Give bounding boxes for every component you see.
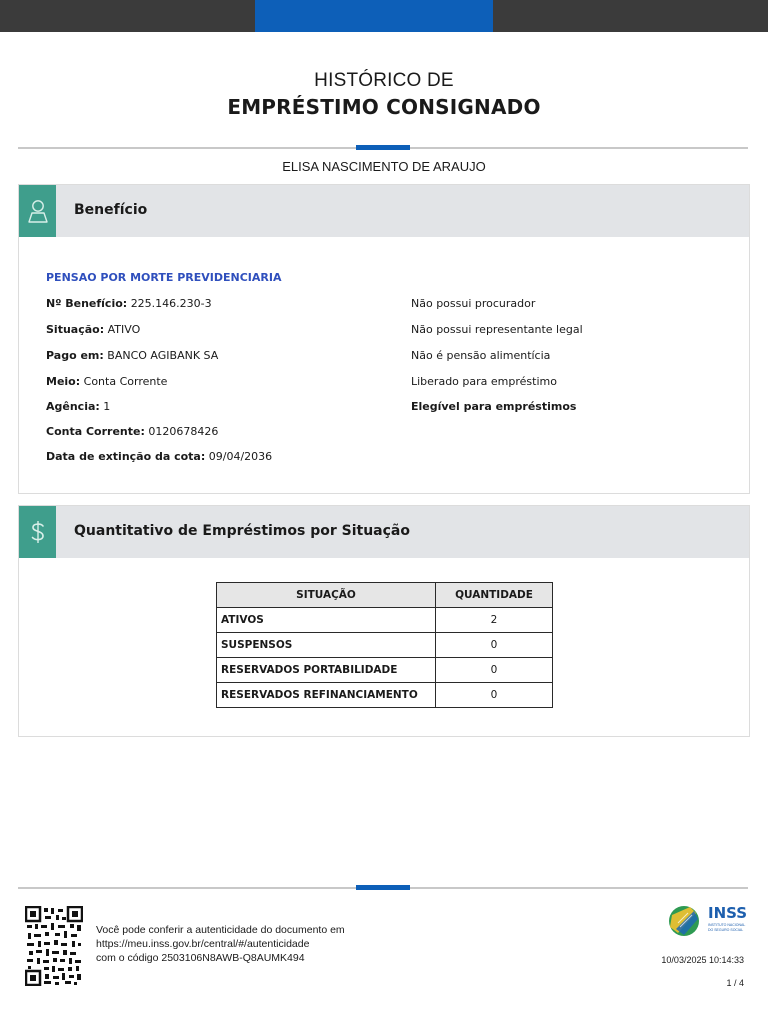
note-legal-rep: Não possui representante legal — [411, 323, 583, 336]
quantitative-card — [18, 505, 750, 737]
situation-cell: SUSPENSOS — [217, 633, 436, 658]
table-row — [217, 658, 553, 683]
quantity-cell: 0 — [436, 683, 553, 708]
situation-cell: RESERVADOS PORTABILIDADE — [217, 658, 436, 683]
table-row — [217, 683, 553, 708]
situation-cell: RESERVADOS REFINANCIAMENTO — [217, 683, 436, 708]
benefit-type: PENSAO POR MORTE PREVIDENCIARIA — [46, 271, 282, 284]
authenticity-url[interactable]: https://meu.inss.gov.br/central/#/autenticidade — [96, 938, 310, 950]
field-paid-at: Pago em: BANCO AGIBANK SA — [46, 349, 219, 362]
top-bar-accent — [255, 0, 493, 32]
column-header-situation: SITUAÇÃO — [217, 583, 436, 608]
issue-timestamp: 10/03/2025 10:14:33 — [661, 955, 744, 965]
footer-divider — [18, 887, 748, 889]
inss-logo-subtext: INSTITUTO NACIONAL DO SEGURO SOCIAL — [708, 923, 746, 932]
inss-logo-text: INSS — [708, 904, 748, 922]
document-title-line1: HISTÓRICO DE — [314, 70, 454, 91]
page-number: 1 / 4 — [726, 978, 744, 988]
benefit-card-header — [19, 185, 749, 237]
authenticity-notice — [96, 923, 345, 965]
quantity-cell: 2 — [436, 608, 553, 633]
document-title-line2: EMPRÉSTIMO CONSIGNADO — [227, 95, 541, 119]
table-row — [217, 633, 553, 658]
dollar-icon — [19, 506, 56, 558]
header-divider — [18, 147, 748, 149]
note-loan-released: Liberado para empréstimo — [411, 375, 557, 388]
person-icon — [19, 185, 56, 237]
qr-code[interactable] — [25, 906, 83, 986]
authenticity-code: com o código 2503106N8AWB-Q8AUMK494 — [96, 952, 305, 964]
inss-logo — [666, 903, 748, 939]
benefit-section-title: Benefício — [74, 202, 148, 218]
field-quota-end: Data de extinção da cota: 09/04/2036 — [46, 450, 273, 463]
field-agency: Agência: 1 — [46, 400, 111, 413]
eligibility-status: Elegível para empréstimos — [411, 400, 577, 413]
note-alimony: Não é pensão alimentícia — [411, 349, 551, 362]
top-bar — [0, 0, 768, 32]
quantitative-card-header — [19, 506, 749, 558]
field-method: Meio: Conta Corrente — [46, 375, 168, 388]
field-account: Conta Corrente: 0120678426 — [46, 425, 219, 438]
table-header-row — [217, 583, 553, 608]
person-name: ELISA NASCIMENTO DE ARAUJO — [282, 159, 486, 174]
field-situation: Situação: ATIVO — [46, 323, 141, 336]
benefit-card — [18, 184, 750, 494]
table-row — [217, 608, 553, 633]
authenticity-line1: Você pode conferir a autenticidade do documento em — [96, 924, 345, 936]
note-attorney: Não possui procurador — [411, 297, 536, 310]
loans-by-situation-table — [216, 582, 553, 708]
situation-cell: ATIVOS — [217, 608, 436, 633]
quantity-cell: 0 — [436, 658, 553, 683]
field-benefit-number: Nº Benefício: 225.146.230-3 — [46, 297, 212, 310]
quantitative-section-title: Quantitativo de Empréstimos por Situação — [74, 523, 410, 539]
quantity-cell: 0 — [436, 633, 553, 658]
column-header-quantity: QUANTIDADE — [436, 583, 553, 608]
